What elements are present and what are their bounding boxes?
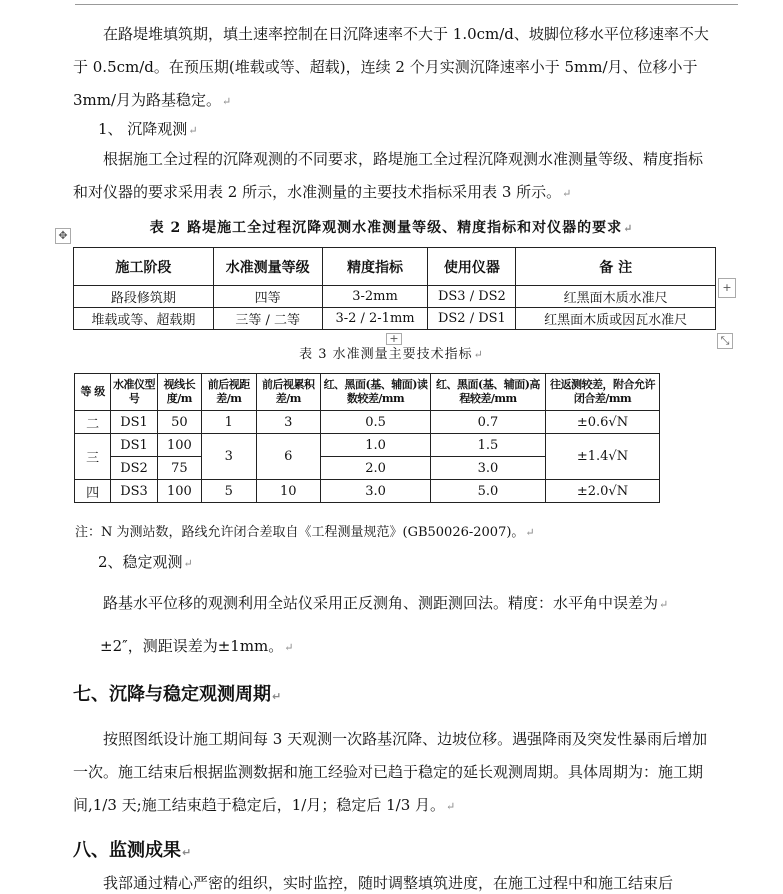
table2-cell: 四等 — [213, 286, 322, 308]
table3-cell: ±0.6√N — [545, 411, 659, 434]
table2-header-cell: 施工阶段 — [74, 248, 214, 286]
table3-header-cell: 红、黑面(基、辅面)读数较差/mm — [321, 374, 431, 411]
table-move-icon[interactable]: ✥ — [55, 228, 71, 244]
table2-cell: 三等 / 二等 — [213, 308, 322, 330]
table-row — [75, 434, 660, 457]
table3-cell: 3.0 — [321, 480, 431, 503]
heading-observation-period: 七、沉降与稳定观测周期↵ — [73, 684, 282, 705]
table3-cell: 3.0 — [431, 457, 546, 480]
table3-cell: 四 — [75, 480, 111, 503]
table2-cell: 红黑面木质水准尺 — [516, 286, 716, 308]
table3-header-cell: 前后视距差/m — [202, 374, 256, 411]
table2-header-cell: 备 注 — [516, 248, 716, 286]
table2-cell: DS2 / DS1 — [428, 308, 516, 330]
table-note: 注：N 为测站数，路线允许闭合差取自《工程测量规范》(GB50026-2007)。↵ — [75, 525, 535, 540]
table-row — [75, 411, 660, 434]
table-row — [74, 286, 716, 308]
table3-cell: 1 — [202, 411, 256, 434]
paragraph-stability-method: 路基水平位移的观测利用全站仪采用正反测角、测距测回法。精度：水平角中误差为↵ — [103, 594, 669, 612]
table3-cell: DS1 — [111, 434, 157, 457]
table2-cell: 堆载或等、超载期 — [74, 308, 214, 330]
table3-cell: 5.0 — [431, 480, 546, 503]
table2-cell: DS3 / DS2 — [428, 286, 516, 308]
table3-cell: 3 — [202, 434, 256, 480]
table-resize-handle[interactable]: ⤡ — [717, 333, 733, 349]
table-row — [75, 480, 660, 503]
paragraph-monitoring-results: 我部通过精心严密的组织，实时监控，随时调整填筑进度，在施工过程中和施工结束后 — [103, 874, 674, 892]
section-stability-observation: 2、稳定观测↵ — [98, 553, 193, 571]
table3-cell: 1.0 — [321, 434, 431, 457]
paragraph-fill-rate: 在路堤堆填筑期，填土速率控制在日沉降速率不大于 1.0cm/d、坡脚位移水平位移速率不大于 0.5cm/d。在预压期(堆载或等、超载)，连续 2 个月实测沉降速率小于 5mm/月、位移小于 3mm/月为路基稳定。↵ — [73, 25, 709, 109]
table2-header-row — [74, 248, 716, 286]
table3-cell: 5 — [202, 480, 256, 503]
table3-cell: 三 — [75, 434, 111, 480]
add-row-button[interactable]: + — [386, 333, 402, 345]
table3-cell: 3 — [256, 411, 321, 434]
paragraph-settlement-requirements: 根据施工全过程的沉降观测的不同要求，路堤施工全过程沉降观测水准测量等级、精度指标和对仪器的要求采用表 2 所示，水准测量的主要技术指标采用表 3 所示。↵ — [73, 150, 704, 201]
table3-header-row — [75, 374, 660, 411]
table3-cell: 10 — [256, 480, 321, 503]
table3-cell: DS1 — [111, 411, 157, 434]
table3 — [74, 373, 660, 503]
table3-header-cell: 前后视累积差/m — [256, 374, 321, 411]
heading-monitoring-results: 八、监测成果↵ — [73, 840, 192, 861]
table3-header-cell: 水准仪型号 — [111, 374, 157, 411]
table3-caption: 表 3 水准测量主要技术指标↵ — [299, 347, 484, 362]
table3-cell: 二 — [75, 411, 111, 434]
paragraph-stability-precision: ±2″，测距误差为±1mm。↵ — [100, 637, 294, 655]
table2 — [73, 247, 716, 330]
table3-cell: ±2.0√N — [545, 480, 659, 503]
table3-cell: DS3 — [111, 480, 157, 503]
table3-cell: DS2 — [111, 457, 157, 480]
table2-cell: 路段修筑期 — [74, 286, 214, 308]
table3-header-cell: 等 级 — [75, 374, 111, 411]
table3-header-cell: 往返测较差，附合允许闭合差/mm — [545, 374, 659, 411]
table2-header-cell: 精度指标 — [322, 248, 428, 286]
table3-cell: 2.0 — [321, 457, 431, 480]
table3-cell: 100 — [157, 434, 201, 457]
table3-cell: 1.5 — [431, 434, 546, 457]
table2-header-cell: 使用仪器 — [428, 248, 516, 286]
table3-cell: 0.5 — [321, 411, 431, 434]
table-row — [74, 308, 716, 330]
table3-cell: ±1.4√N — [545, 434, 659, 480]
table2-header-cell: 水准测量等级 — [213, 248, 322, 286]
table2-caption: 表 2 路堤施工全过程沉降观测水准测量等级、精度指标和对仪器的要求↵ — [149, 220, 634, 236]
table3-cell: 50 — [157, 411, 201, 434]
table2-cell: 红黑面木质或因瓦水准尺 — [516, 308, 716, 330]
table3-cell: 6 — [256, 434, 321, 480]
table3-cell: 75 — [157, 457, 201, 480]
page-header-line — [75, 4, 738, 5]
add-column-button[interactable]: + — [718, 278, 736, 298]
table2-cell: 3-2mm — [322, 286, 428, 308]
table3-header-cell: 视线长度/m — [157, 374, 201, 411]
paragraph-observation-period: 按照图纸设计施工期间每 3 天观测一次路基沉降、边坡位移。遇强降雨及突发性暴雨后增加一次。施工结束后根据监测数据和施工经验对已趋于稳定的延长观测周期。具体周期为：施工期间,1/3 天;施工结束趋于稳定后，1/月；稳定后 1/3 月。↵ — [73, 730, 708, 814]
table3-header-cell: 红、黑面(基、辅面)高程较差/mm — [431, 374, 546, 411]
table2-cell: 3-2 / 2-1mm — [322, 308, 428, 330]
section-settlement-observation: 1、 沉降观测↵ — [98, 120, 198, 138]
table3-cell: 0.7 — [431, 411, 546, 434]
table3-cell: 100 — [157, 480, 201, 503]
